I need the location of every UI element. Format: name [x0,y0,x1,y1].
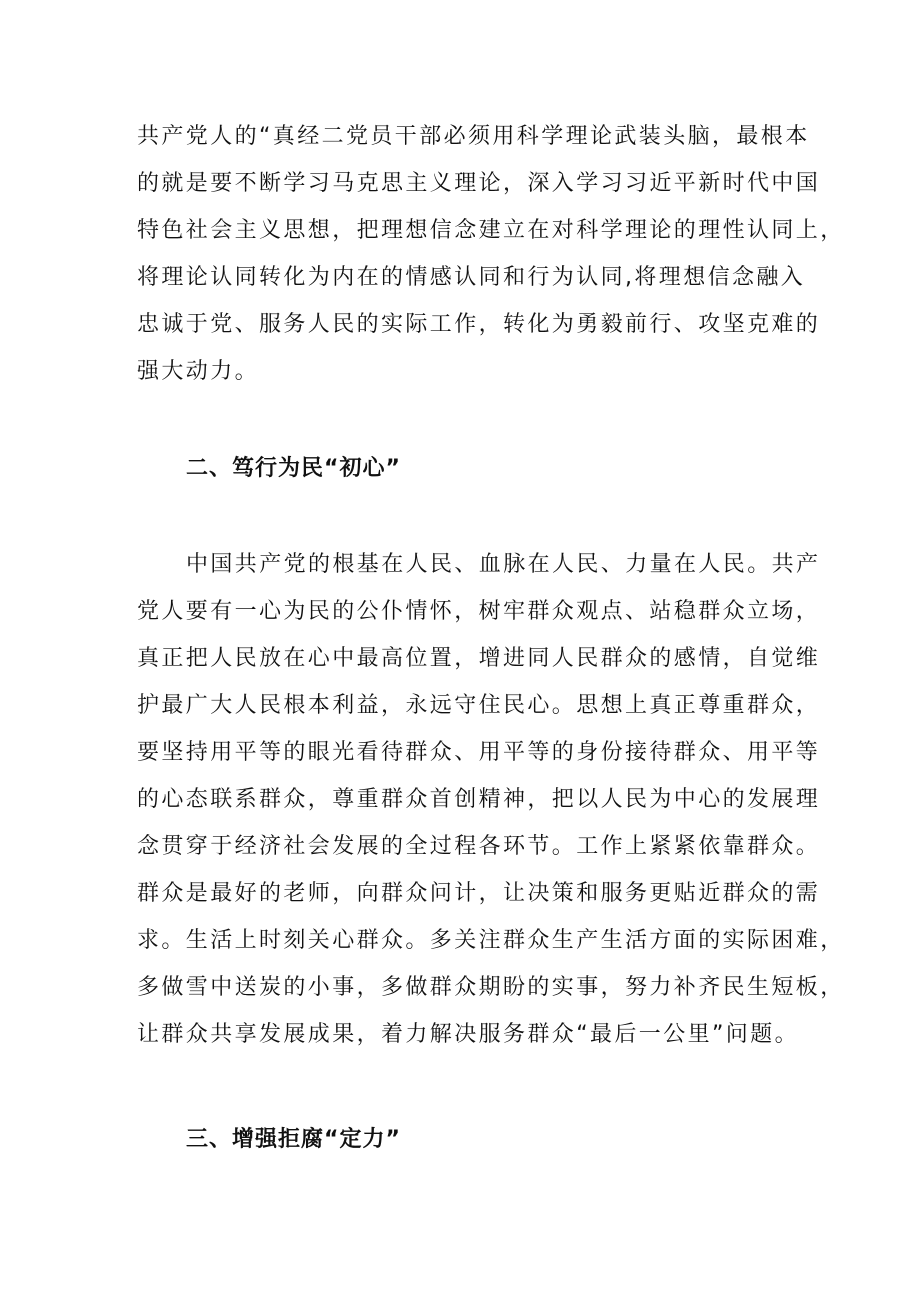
paragraph-line: 要坚持用平等的眼光看待群众、用平等的身份接待群众、用平等 [137,740,821,765]
paragraph-line: 的心态联系群众，尊重群众首创精神，把以人民为中心的发展理 [137,787,821,812]
section-heading-3: 三、增强拒腐“定力” [186,1127,401,1152]
paragraph-line: 念贯穿于经济社会发展的全过程各环节。工作上紧紧依靠群众。 [137,834,821,859]
paragraph-line: 党人要有一心为民的公仆情怀，树牢群众观点、站稳群众立场， [137,599,821,624]
paragraph-line: 特色社会主义思想，把理想信念建立在对科学理论的理性认同上， [137,218,845,243]
paragraph-line: 护最广大人民根本利益，永远守住民心。思想上真正尊重群众， [137,693,821,718]
paragraph-line: 将理论认同转化为内在的情感认同和行为认同,将理想信念融入 [137,265,806,290]
paragraph-line: 共产党人的“真经二党员干部必须用科学理论武装头脑，最根本 [137,124,810,149]
paragraph-line: 强大动力。 [137,359,260,384]
paragraph-line: 多做雪中送炭的小事，多做群众期盼的实事，努力补齐民生短板， [137,975,845,1000]
section-heading-2: 二、笃行为民“初心” [186,456,401,481]
paragraph-line: 中国共产党的根基在人民、血脉在人民、力量在人民。共产 [186,552,821,577]
paragraph-line: 真正把人民放在心中最高位置，增进同人民群众的感情，自觉维 [137,646,821,671]
paragraph-line: 的就是要不断学习马克思主义理论，深入学习习近平新时代中国 [137,171,821,196]
paragraph-line: 群众是最好的老师，向群众问计，让决策和服务更贴近群众的需 [137,881,821,906]
paragraph-line: 求。生活上时刻关心群众。多关注群众生产生活方面的实际困难， [137,928,845,953]
paragraph-line: 让群众共享发展成果，着力解决服务群众“最后一公里”问题。 [137,1022,799,1047]
paragraph-line: 忠诚于党、服务人民的实际工作，转化为勇毅前行、攻坚克难的 [137,312,821,337]
